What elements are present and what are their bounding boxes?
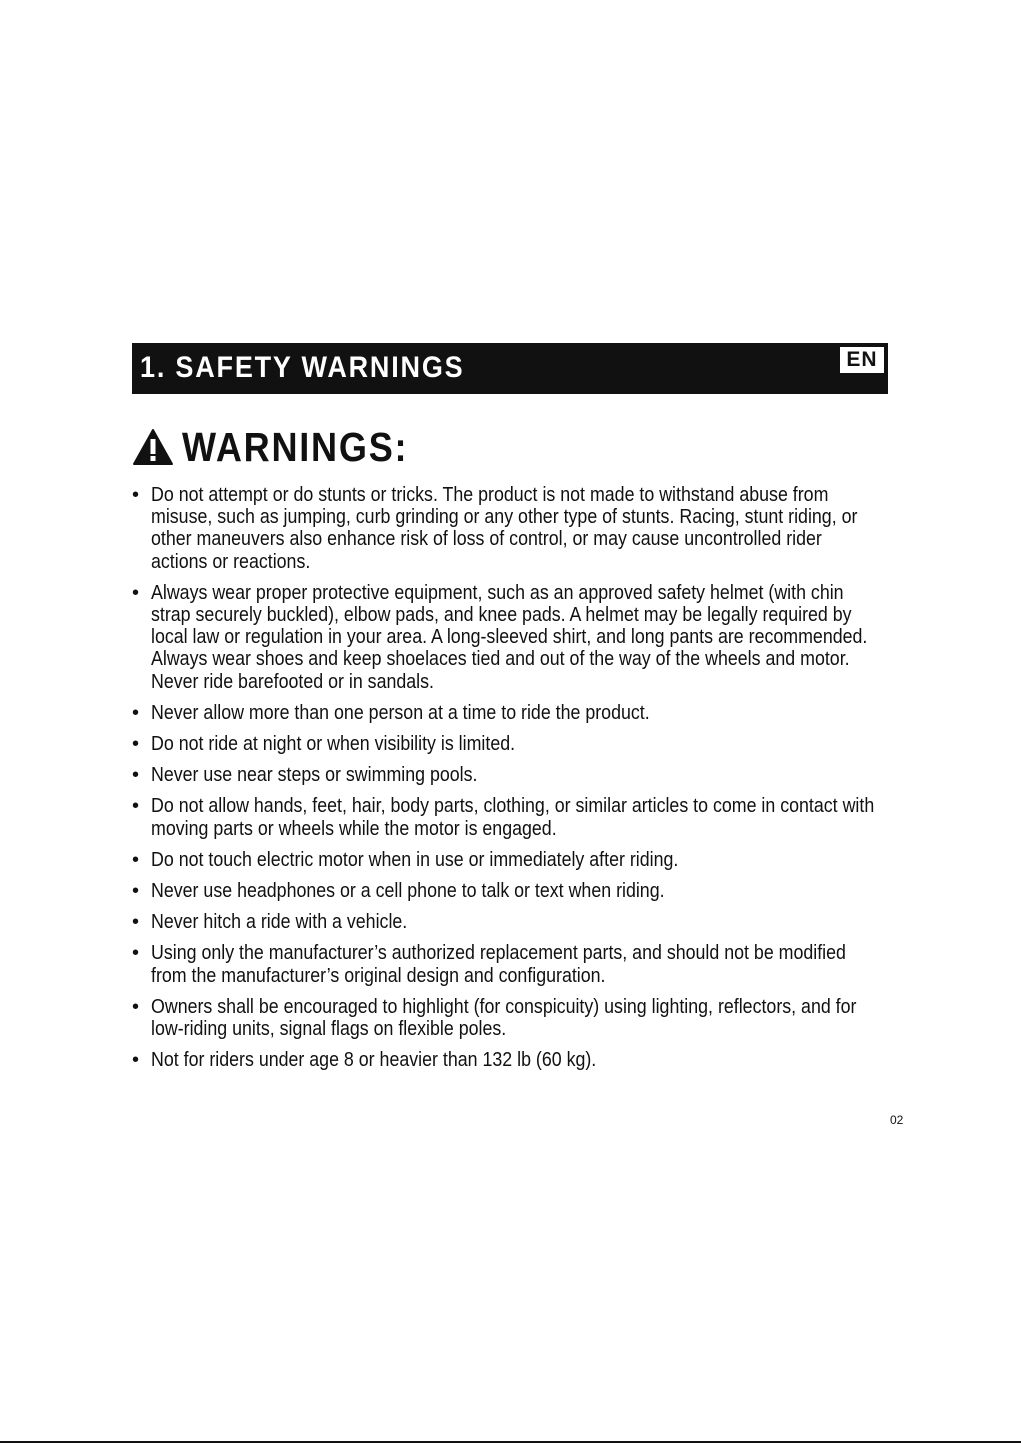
section-title: 1. SAFETY WARNINGS xyxy=(140,351,465,384)
language-badge: EN xyxy=(840,347,884,373)
bullet-icon: • xyxy=(132,764,140,787)
bullet-icon: • xyxy=(132,995,140,1018)
bullet-icon: • xyxy=(132,484,140,506)
warning-text: Not for riders under age 8 or heavier than 132 lb (60 kg). xyxy=(151,1049,597,1072)
bullet-icon: • xyxy=(132,880,140,903)
warning-item xyxy=(132,996,892,1040)
bullet-icon: • xyxy=(132,942,140,965)
warnings-title: WARNINGS: xyxy=(182,423,409,470)
warning-item xyxy=(132,880,892,902)
warning-item xyxy=(132,849,892,871)
warning-text: Never hitch a ride with a vehicle. xyxy=(151,911,408,934)
warning-text: Always wear proper protective equipment, such as an approved safety helmet (with chin strap securely buckled), elbow pads, and knee pads. A helmet may be legally required by local law or regulation in your area. A long-sleeved shirt, and long pants are recommended. Always wear shoes and keep shoelaces tied and out of the way of the wheels and motor. Never ride barefooted or in sandals. xyxy=(151,581,868,693)
page-number: 02 xyxy=(890,1113,904,1127)
warning-item xyxy=(132,795,892,839)
warning-text: Never use headphones or a cell phone to talk or text when riding. xyxy=(151,880,665,903)
section-header-bar xyxy=(132,343,888,394)
bullet-icon: • xyxy=(132,795,140,818)
bullet-icon: • xyxy=(132,911,140,934)
bullet-icon: • xyxy=(132,581,140,604)
warning-item xyxy=(132,733,892,755)
warning-text: Do not attempt or do stunts or tricks. The product is not made to withstand abuse from misuse, such as jumping, curb grinding or any other type of stunts. Racing, stunt riding, or other maneuvers also enhance risk of loss of control, or may cause uncontrolled rider actions or reactions. xyxy=(151,484,858,573)
warning-item xyxy=(132,764,892,786)
warning-text: Never allow more than one person at a time to ride the product. xyxy=(151,701,650,724)
bullet-icon: • xyxy=(132,733,140,756)
warning-item xyxy=(132,702,892,724)
warning-item xyxy=(132,1049,892,1071)
warning-item xyxy=(132,582,892,693)
warning-text: Using only the manufacturer’s authorized replacement parts, and should not be modified from the manufacturer’s original design and configuration. xyxy=(151,942,846,987)
bullet-icon: • xyxy=(132,848,140,871)
bullet-icon: • xyxy=(132,701,140,724)
warning-text: Owners shall be encouraged to highlight (for conspicuity) using lighting, reflectors, and for low-riding units, signal flags on flexible poles. xyxy=(151,995,857,1041)
warning-triangle-icon xyxy=(132,428,174,466)
warning-text: Do not touch electric motor when in use or immediately after riding. xyxy=(151,848,679,871)
warning-text: Never use near steps or swimming pools. xyxy=(151,764,478,787)
bullet-icon: • xyxy=(132,1049,140,1072)
warning-item xyxy=(132,911,892,933)
warning-text: Do not allow hands, feet, hair, body parts, clothing, or similar articles to come in contact with moving parts or wheels while the motor is engaged. xyxy=(151,795,875,840)
warning-list xyxy=(132,484,892,1080)
warning-text: Do not ride at night or when visibility is limited. xyxy=(151,733,516,756)
warning-item xyxy=(132,942,892,986)
warning-item xyxy=(132,484,892,573)
warnings-heading xyxy=(132,423,439,471)
